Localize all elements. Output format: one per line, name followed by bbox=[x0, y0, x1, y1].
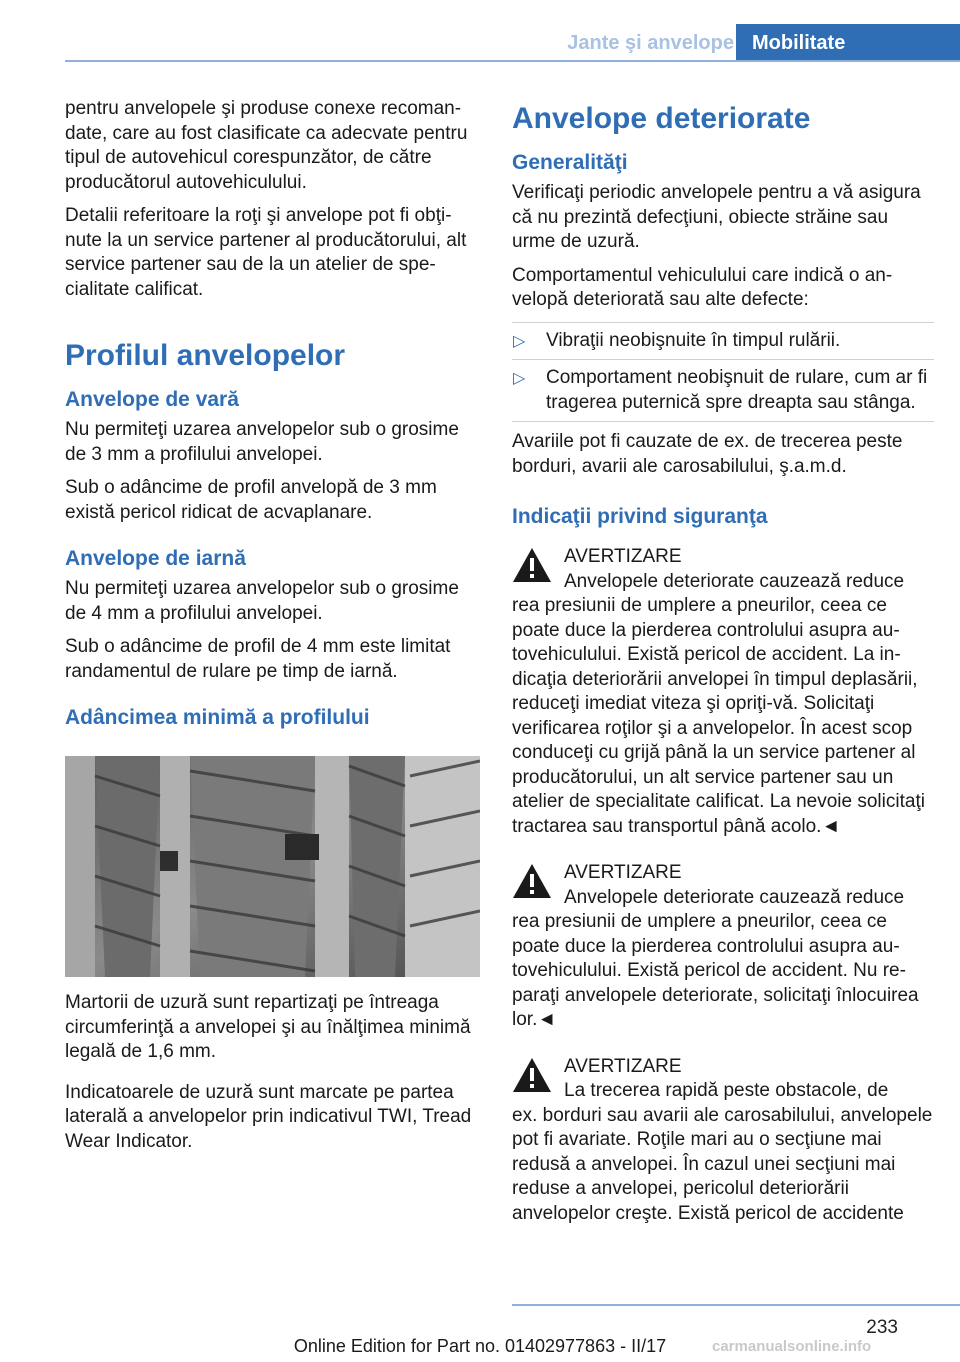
subheading-adancime-minima: Adâncimea minimă a profilului bbox=[65, 706, 370, 729]
footer-rule bbox=[512, 1304, 960, 1306]
list-item-text: Vibraţii neobişnuite în timpul rulării. bbox=[546, 329, 841, 351]
warning-first-line: Anvelopele deteriorate cauzează reduce bbox=[564, 886, 905, 908]
header-rule bbox=[65, 60, 960, 62]
watermark: carmanualsonline.info bbox=[712, 1338, 872, 1355]
warning-triangle-icon bbox=[512, 863, 552, 899]
subheading-siguranta: Indicaţii privind siguranţa bbox=[512, 505, 768, 528]
warning-title: AVERTIZARE bbox=[564, 1055, 682, 1077]
subheading-vara: Anvelope de vară bbox=[65, 388, 239, 411]
paragraph: Detalii referitoare la roţi şi anvelope pot fi obţinute la un service partener al producătorului, alt service partener sau de la un atelier de specialitate calificat. bbox=[65, 205, 467, 300]
paragraph: Nu permiteţi uzarea anvelopelor sub o grosime de 3 mm a profilului anvelopei. bbox=[65, 419, 459, 465]
header-chapter-tab[interactable]: Mobilitate bbox=[736, 24, 960, 62]
warning-block bbox=[512, 861, 934, 1033]
warning-body: rea presiunii de umplere a pneurilor, ceea ce poate duce la pierderea controlului asupra autovehiculului. Există pericol de accident. Nu reparaţi anvelopele deteriorate, solicitaţi înlocuirea lor.◄ bbox=[512, 911, 919, 1030]
paragraph: Nu permiteţi uzarea anvelopelor sub o grosime de 4 mm a profilului anvelopei. bbox=[65, 578, 459, 624]
warning-first-line: Anvelopele deteriorate cauzează reduce bbox=[564, 570, 905, 592]
tire-tread-photo bbox=[65, 756, 480, 977]
warning-body: rea presiunii de umplere a pneurilor, ceea ce poate duce la pierderea controlului asupra autovehiculului. Există pericol de accident. La indicaţia deteriorării anvelopei în timpul deplasării, reduceţi imediat viteza şi opriţi-vă. Solicitaţi verificarea roţilor şi a anvelopelor. În acest scop conduceţi cu grijă până la un service partener al producătorului, un alt service partener sau un atelier de specialitate calificat. La nevoie solicitaţi tractarea sau transportul până acolo.◄ bbox=[512, 595, 925, 837]
warning-body: ex. borduri sau avarii ale carosabilului, anvelopele pot fi avariate. Roţile mari au o secţiune mai redusă a anvelopei. În cazul unei secţiuni mai reduse a anvelopei, pericolul deteriorării anvelopelor creşte. Există pericol de accidente bbox=[512, 1104, 933, 1224]
paragraph: Verificaţi periodic anvelopele pentru a vă asigura că nu prezintă defecţiuni, obiecte străine sau urme de uzură. bbox=[512, 182, 921, 252]
section-heading-deteriorate: Anvelope deteriorate bbox=[512, 102, 811, 135]
warning-block bbox=[512, 545, 934, 839]
header-section-title: Jante şi anvelope bbox=[567, 32, 734, 54]
warning-triangle-icon bbox=[512, 1057, 552, 1093]
list-item bbox=[512, 360, 934, 422]
page-number: 233 bbox=[866, 1317, 898, 1338]
subheading-iarna: Anvelope de iarnă bbox=[65, 547, 246, 570]
warning-block bbox=[512, 1055, 934, 1227]
list-item-text: Comportament neobişnuit de rulare, cum ar fi tragerea puternică spre dreapta sau stânga. bbox=[546, 367, 928, 413]
paragraph: pentru anvelopele şi produse conexe recomandate, care au fost clasificate ca adecvate pentru tipul de autovehicul corespunzător, de către producătorul autovehiculului. bbox=[65, 98, 468, 193]
paragraph: Indicatoarele de uzură sunt marcate pe partea laterală a anvelopelor prin indicativul TWI, Tread Wear Indicator. bbox=[65, 1081, 472, 1152]
subheading-generalitati: Generalităţi bbox=[512, 151, 628, 174]
paragraph: Sub o adâncime de profil anvelopă de 3 mm există pericol ridicat de acvaplanare. bbox=[65, 477, 437, 523]
edition-footer: Online Edition for Part no. 01402977863 - II/17 bbox=[293, 1336, 667, 1356]
warning-first-line: La trecerea rapidă peste obstacole, de bbox=[564, 1080, 889, 1101]
warning-title: AVERTIZARE bbox=[564, 862, 682, 883]
warning-triangle-icon bbox=[512, 547, 552, 583]
left-column bbox=[65, 97, 481, 1163]
paragraph: Comportamentul vehiculului care indică o anvelopă deteriorată sau alte defecte: bbox=[512, 264, 893, 310]
paragraph: Martorii de uzură sunt repartizaţi pe întreaga circumferinţă a anvelopei şi au înălţimea minimă legală de 1,6 mm. bbox=[65, 992, 471, 1062]
section-heading-profil: Profilul anvelopelor bbox=[65, 339, 346, 372]
warning-title: AVERTIZARE bbox=[564, 546, 682, 567]
paragraph: Avariile pot fi cauzate de ex. de trecerea peste borduri, avarii ale carosabilului, ş.a.m.d. bbox=[512, 431, 903, 477]
right-column bbox=[512, 97, 934, 1248]
symptom-list bbox=[512, 322, 934, 423]
paragraph: Sub o adâncime de profil de 4 mm este limitat randamentul de rulare pe timp de iarnă. bbox=[65, 636, 451, 682]
triangle-right-icon: ▷ bbox=[513, 370, 526, 387]
triangle-right-icon: ▷ bbox=[513, 332, 526, 350]
list-item bbox=[512, 322, 934, 361]
